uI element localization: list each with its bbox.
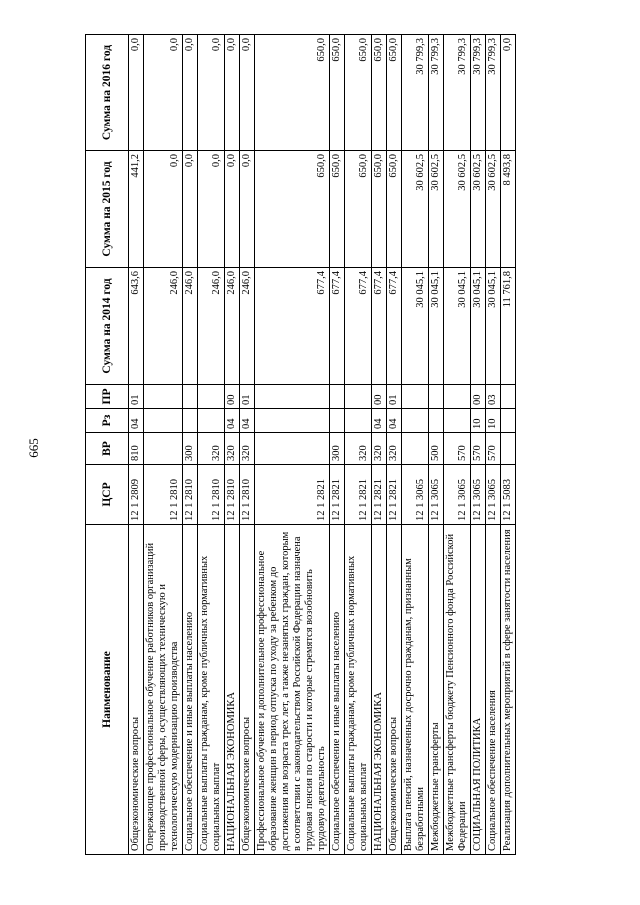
row-pr: 01 [129, 385, 144, 409]
row-name: НАЦИОНАЛЬНАЯ ЭКОНОМИКА [225, 525, 240, 855]
header-sum-2016: Сумма на 2016 год [86, 35, 129, 151]
row-vr: 570 [471, 433, 486, 465]
row-name: Выплата пенсий, назначенных досрочно гражданам, признанным безработными [402, 525, 429, 855]
row-sum-2015: 30 602,5 [402, 151, 429, 268]
row-sum-2014: 30 045,1 [471, 268, 486, 385]
row-csr: 12 1 2810 [183, 465, 198, 525]
row-pr [198, 385, 225, 409]
table-body [129, 35, 516, 855]
row-sum-2014: 30 045,1 [444, 268, 471, 385]
budget-table [85, 34, 516, 855]
header-pr: ПР [86, 385, 129, 409]
row-vr: 320 [225, 433, 240, 465]
row-csr: 12 1 2821 [330, 465, 345, 525]
row-pr: 01 [240, 385, 255, 409]
row-rz: 10 [471, 409, 486, 433]
row-sum-2016: 650,0 [255, 35, 330, 151]
table-row [240, 35, 255, 855]
row-sum-2014: 246,0 [240, 268, 255, 385]
row-sum-2016: 0,0 [225, 35, 240, 151]
row-csr: 12 1 2809 [129, 465, 144, 525]
row-rz [444, 409, 471, 433]
row-rz [402, 409, 429, 433]
row-name: НАЦИОНАЛЬНАЯ ЭКОНОМИКА [372, 525, 387, 855]
row-name: Реализация дополнительных мероприятий в сфере занятости населения [501, 525, 516, 855]
row-sum-2016: 0,0 [183, 35, 198, 151]
row-rz [429, 409, 444, 433]
row-sum-2016: 30 799,3 [486, 35, 501, 151]
row-rz [255, 409, 330, 433]
row-sum-2014: 30 045,1 [402, 268, 429, 385]
row-sum-2015: 650,0 [372, 151, 387, 268]
row-sum-2014: 246,0 [144, 268, 183, 385]
row-rz: 04 [225, 409, 240, 433]
row-pr [501, 385, 516, 409]
table-row [144, 35, 183, 855]
row-sum-2014: 677,4 [345, 268, 372, 385]
row-rz: 04 [387, 409, 402, 433]
row-name: Общеэкономические вопросы [240, 525, 255, 855]
row-name: Профессиональное обучение и дополнительное профессиональное образование женщин в период отпуска по уходу за ребенком до достижения им возраста трех лет, а также незанятых граждан, которым в соответствии с законодательством Российской Федерации назначена трудовая пенсия по старости и которые стремятся возобновить трудовую деятельность [255, 525, 330, 855]
row-vr: 320 [345, 433, 372, 465]
row-csr: 12 1 2821 [345, 465, 372, 525]
row-csr: 12 1 3065 [444, 465, 471, 525]
table-row [129, 35, 144, 855]
row-vr [501, 433, 516, 465]
row-sum-2016: 0,0 [129, 35, 144, 151]
row-name: СОЦИАЛЬНАЯ ПОЛИТИКА [471, 525, 486, 855]
row-vr: 320 [387, 433, 402, 465]
row-pr [444, 385, 471, 409]
row-pr [429, 385, 444, 409]
row-pr [255, 385, 330, 409]
row-pr [183, 385, 198, 409]
row-name: Межбюджетные трансферты [429, 525, 444, 855]
row-vr [402, 433, 429, 465]
row-csr: 12 1 2810 [240, 465, 255, 525]
row-sum-2015: 0,0 [144, 151, 183, 268]
row-rz [345, 409, 372, 433]
row-pr: 00 [372, 385, 387, 409]
row-sum-2014: 643,6 [129, 268, 144, 385]
row-name: Социальные выплаты гражданам, кроме публичных нормативных социальных выплат [198, 525, 225, 855]
row-sum-2014: 677,4 [255, 268, 330, 385]
row-sum-2015: 650,0 [255, 151, 330, 268]
row-sum-2014: 30 045,1 [486, 268, 501, 385]
row-sum-2014: 246,0 [198, 268, 225, 385]
row-sum-2015: 0,0 [240, 151, 255, 268]
row-sum-2014: 677,4 [372, 268, 387, 385]
row-sum-2015: 30 602,5 [486, 151, 501, 268]
row-pr [345, 385, 372, 409]
row-csr: 12 1 3065 [471, 465, 486, 525]
row-sum-2016: 650,0 [387, 35, 402, 151]
row-csr: 12 1 3065 [429, 465, 444, 525]
page-number: 665 [26, 438, 41, 458]
row-vr: 320 [372, 433, 387, 465]
row-name: Общеэкономические вопросы [129, 525, 144, 855]
row-pr: 03 [486, 385, 501, 409]
header-csr: ЦСР [86, 465, 129, 525]
row-pr [402, 385, 429, 409]
row-vr: 320 [240, 433, 255, 465]
row-sum-2014: 246,0 [225, 268, 240, 385]
row-sum-2015: 650,0 [345, 151, 372, 268]
row-rz [144, 409, 183, 433]
row-name: Межбюджетные трансферты бюджету Пенсионного фонда Российской Федерации [444, 525, 471, 855]
row-name: Опережающее профессиональное обучение работников организаций производственной сферы, осуществляющих техническую и технологическую модернизацию производства [144, 525, 183, 855]
row-rz [330, 409, 345, 433]
row-pr: 01 [387, 385, 402, 409]
row-sum-2016: 650,0 [372, 35, 387, 151]
header-sum-2014: Сумма на 2014 год [86, 268, 129, 385]
row-sum-2015: 0,0 [225, 151, 240, 268]
row-rz: 10 [486, 409, 501, 433]
row-sum-2016: 0,0 [240, 35, 255, 151]
row-sum-2016: 0,0 [144, 35, 183, 151]
row-sum-2016: 0,0 [501, 35, 516, 151]
row-rz: 04 [240, 409, 255, 433]
row-sum-2015: 0,0 [183, 151, 198, 268]
row-csr: 12 1 3065 [402, 465, 429, 525]
row-rz [501, 409, 516, 433]
row-csr: 12 1 5083 [501, 465, 516, 525]
row-sum-2016: 650,0 [330, 35, 345, 151]
row-pr: 00 [225, 385, 240, 409]
row-vr [255, 433, 330, 465]
table-row [183, 35, 198, 855]
table-row [345, 35, 372, 855]
row-sum-2015: 30 602,5 [429, 151, 444, 268]
row-sum-2016: 0,0 [198, 35, 225, 151]
row-sum-2014: 11 761,8 [501, 268, 516, 385]
row-vr: 320 [198, 433, 225, 465]
row-sum-2015: 8 493,8 [501, 151, 516, 268]
table-row [402, 35, 429, 855]
row-csr: 12 1 2821 [372, 465, 387, 525]
row-vr: 300 [330, 433, 345, 465]
row-sum-2015: 650,0 [330, 151, 345, 268]
row-sum-2015: 30 602,5 [471, 151, 486, 268]
row-vr: 570 [444, 433, 471, 465]
row-sum-2014: 30 045,1 [429, 268, 444, 385]
table-row [255, 35, 330, 855]
table-row [501, 35, 516, 855]
row-csr: 12 1 2810 [144, 465, 183, 525]
table-row [387, 35, 402, 855]
row-pr [330, 385, 345, 409]
table-row [486, 35, 501, 855]
row-name: Социальные выплаты гражданам, кроме публичных нормативных социальных выплат [345, 525, 372, 855]
row-vr: 300 [183, 433, 198, 465]
row-sum-2016: 30 799,3 [444, 35, 471, 151]
table-row [471, 35, 486, 855]
row-pr [144, 385, 183, 409]
row-csr: 12 1 2810 [198, 465, 225, 525]
row-sum-2015: 650,0 [387, 151, 402, 268]
header-sum-2015: Сумма на 2015 год [86, 151, 129, 268]
table-row [330, 35, 345, 855]
row-rz [183, 409, 198, 433]
row-sum-2014: 246,0 [183, 268, 198, 385]
row-sum-2014: 677,4 [387, 268, 402, 385]
row-sum-2015: 30 602,5 [444, 151, 471, 268]
table-row [225, 35, 240, 855]
row-name: Социальное обеспечение и иные выплаты населению [330, 525, 345, 855]
table-row [429, 35, 444, 855]
row-csr: 12 1 2810 [225, 465, 240, 525]
row-rz [198, 409, 225, 433]
table-row [372, 35, 387, 855]
row-vr [144, 433, 183, 465]
table-row [198, 35, 225, 855]
row-name: Социальное обеспечение и иные выплаты населению [183, 525, 198, 855]
row-name: Общеэкономические вопросы [387, 525, 402, 855]
row-csr: 12 1 2821 [255, 465, 330, 525]
row-vr: 810 [129, 433, 144, 465]
row-csr: 12 1 3065 [486, 465, 501, 525]
header-name: Наименование [86, 525, 129, 855]
row-rz: 04 [372, 409, 387, 433]
header-vr: ВР [86, 433, 129, 465]
row-sum-2016: 30 799,3 [471, 35, 486, 151]
row-rz: 04 [129, 409, 144, 433]
row-pr: 00 [471, 385, 486, 409]
row-vr: 500 [429, 433, 444, 465]
row-csr: 12 1 2821 [387, 465, 402, 525]
row-sum-2015: 441,2 [129, 151, 144, 268]
row-sum-2016: 30 799,3 [402, 35, 429, 151]
row-vr: 570 [486, 433, 501, 465]
row-name: Социальное обеспечение населения [486, 525, 501, 855]
rotated-table-container [85, 35, 545, 855]
row-sum-2014: 677,4 [330, 268, 345, 385]
header-rz: Рз [86, 409, 129, 433]
row-sum-2015: 0,0 [198, 151, 225, 268]
row-sum-2016: 650,0 [345, 35, 372, 151]
row-sum-2016: 30 799,3 [429, 35, 444, 151]
table-header-row [86, 35, 129, 855]
table-row [444, 35, 471, 855]
